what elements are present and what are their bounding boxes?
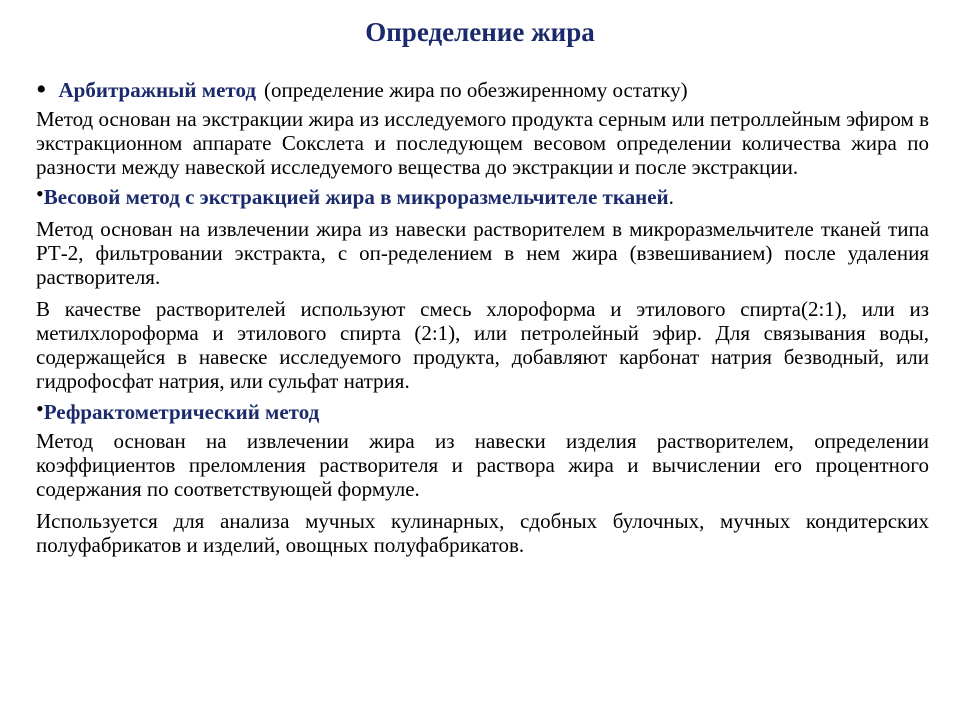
heading-text: Рефрактометрический метод <box>43 400 320 424</box>
bullet-icon: • <box>36 396 44 421</box>
paragraph-solvents: В качестве растворителей используют смесь хлороформа и этилового спирта(2:1), или из метилхлороформа и этилового спирта (2:1), или петролейный эфир. Для связывания воды, содержащейся в навеске исследуемого продукта, добавляют карбонат натрия безводный, или гидрофосфат натрия, или сульфат натрия. <box>36 297 929 393</box>
heading-end: . <box>668 185 674 209</box>
paragraph-arbitration: Метод основан на экстракции жира из исследуемого продукта серным или петроллейным эфиром в экстракционном аппарате Сокслета и последующем весовом определении количества жира по разности между навеской исследуемого вещества до экстракции и после экстракции. <box>36 107 929 179</box>
paragraph-usage: Используется для анализа мучных кулинарных, сдобных булочных, мучных кондитерских полуфабрикатов и изделий, овощных полуфабрикатов. <box>36 509 929 557</box>
bullet-icon: • <box>36 73 47 106</box>
paragraph-refractometric-method: Метод основан на извлечении жира из навески изделия растворителем, определении коэффициентов преломления растворителя и раствора жира и вычислении его процентного содержания по соответствующей формуле. <box>36 429 929 501</box>
slide-content <box>36 70 929 557</box>
heading-text: Весовой метод с экстракцией жира в микроразмельчителе тканей <box>43 185 669 209</box>
heading-text: Арбитражный метод <box>58 78 256 102</box>
heading-note: (определение жира по обезжиренному остатку) <box>263 78 688 102</box>
paragraph-weight-method: Метод основан на извлечении жира из навески растворителем в микроразмельчителе тканей типа РТ-2, фильтровании экстракта, с оп-ределением в нем жира (взвешиванием) после удаления растворителя. <box>36 217 929 289</box>
bullet-icon: • <box>36 181 44 206</box>
section-heading-arbitration <box>36 73 929 106</box>
section-heading-weight <box>36 181 929 209</box>
section-heading-refractometric <box>36 396 929 424</box>
slide-title: Определение жира <box>365 17 595 47</box>
